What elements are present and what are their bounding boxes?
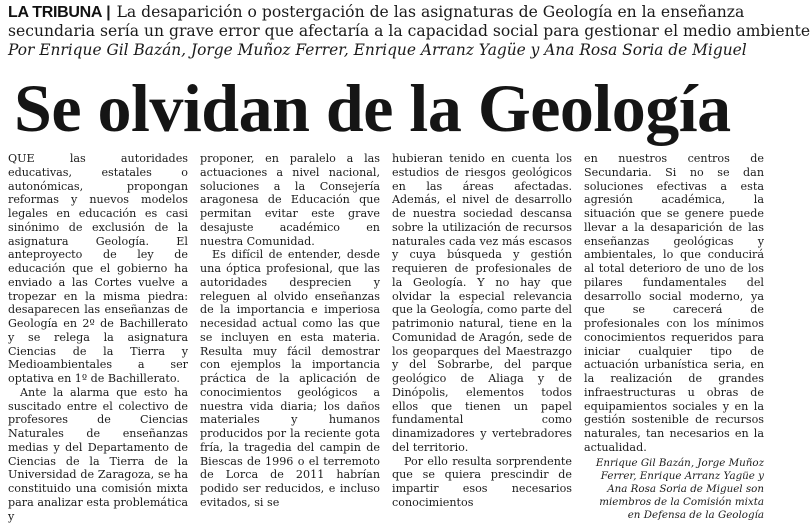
section-separator: | xyxy=(106,4,111,21)
author-signature: Enrique Gil Bazán, Jorge Muñoz Ferrer, Enrique Arranz Yagüe y Ana Rosa Soria de Miguel son miembros de la Comisión mixta en Defensa de la Geología xyxy=(595,456,764,521)
col4-paragraph-1: en nuestros centros de Secundaria. Si no se dan soluciones efectivas a esta agresión académica, la situación que se genere puede llevar a la desaparición de las enseñanzas geológicas y ambientales, lo que conducirá al total deterioro de uno de los pilares fundamentales del desarrollo social moderno, ya que se carecerá de profesionales con los mínimos conocimientos requeridos para iniciar cualquier tipo de actuación urbanística seria, en la realización de grandes infraestructuras u obras de equipamientos sociales y en la gestión sostenible de recursos naturales, tan necesarios en la actualidad. xyxy=(584,152,764,454)
kicker-line xyxy=(8,3,760,23)
col3-paragraph-2: Por ello resulta sorprendente que se quiera prescindir de impartir esos necesarios conocimientos xyxy=(392,454,572,509)
headline: Se olvidan de la Geología xyxy=(14,70,731,146)
col3-paragraph-1: hubieran tenido en cuenta los estudios de riesgos geológicos en las áreas afectadas. Además, el nivel de desarrollo de nuestra sociedad descansa sobre la utilización de recursos naturales cada vez más escasos y cuya búsqueda y gestión requieren de profesionales de la Geología. Y no hay que olvidar la especial relevancia que la Geología, como parte del patrimonio natural, tiene en la Comunidad de Aragón, sede de los geoparques del Maestrazgo y del Sobrarbe, del parque geológico de Aliaga y de Dinópolis, elementos todos ellos que tienen un papel fundamental como dinamizadores y vertebradores del territorio. xyxy=(392,152,572,454)
section-label: LA TRIBUNA xyxy=(8,4,103,21)
column-3 xyxy=(392,152,572,509)
column-2 xyxy=(200,152,380,509)
byline: Por Enrique Gil Bazán, Jorge Muñoz Ferrer, Enrique Arranz Yagüe y Ana Rosa Soria de Miguel xyxy=(8,41,747,59)
dek-line-2: secundaria sería un grave error que afectaría a la capacidad social para gestionar el medio ambiente xyxy=(8,22,810,40)
col1-paragraph-2: Ante la alarma que esto ha suscitado entre el colectivo de profesores de Ciencias Naturales de enseñanzas medias y del Departamento de Ciencias de la Tierra de la Universidad de Zaragoza, se ha constituido una comisión mixta para analizar esta problemática y xyxy=(8,385,188,523)
col1-paragraph-1: QUE las autoridades educativas, estatales o autonómicas, propongan reformas y nuevos modelos legales en educación es casi sinónimo de exclusión de la asignatura Geología. El anteproyecto de ley de educación que el gobierno ha enviado a las Cortes vuelve a tropezar en la misma piedra: desaparecen las enseñanzas de Geología en 2º de Bachillerato y se relega la asignatura Ciencias de la Tierra y Medioambientales a ser optativa en 1º de Bachillerato. xyxy=(8,152,188,385)
column-4 xyxy=(584,152,764,521)
column-1 xyxy=(8,152,188,523)
article-body xyxy=(8,152,764,523)
col2-paragraph-1: proponer, en paralelo a las actuaciones a nivel nacional, soluciones a la Consejería aragonesa de Educación que permitan evitar este grave desajuste académico en nuestra Comunidad. xyxy=(200,152,380,248)
col2-paragraph-2: Es difícil de entender, desde una óptica profesional, que las autoridades desprecien y releguen al olvido enseñanzas de la importancia e imperiosa necesidad actual como las que se incluyen en esta materia. Resulta muy fácil demostrar con ejemplos la importancia práctica de la aplicación de conocimientos geológicos a nuestra vida diaria; los daños materiales y humanos producidos por la reciente gota fría, la tragedia del campin de Biescas de 1996 o el terremoto de Lorca de 2011 habrían podido ser reducidos, e incluso evitados, si se xyxy=(200,248,380,509)
dek-line-1: La desaparición o postergación de las asignaturas de Geología en la enseñanza xyxy=(116,3,745,21)
